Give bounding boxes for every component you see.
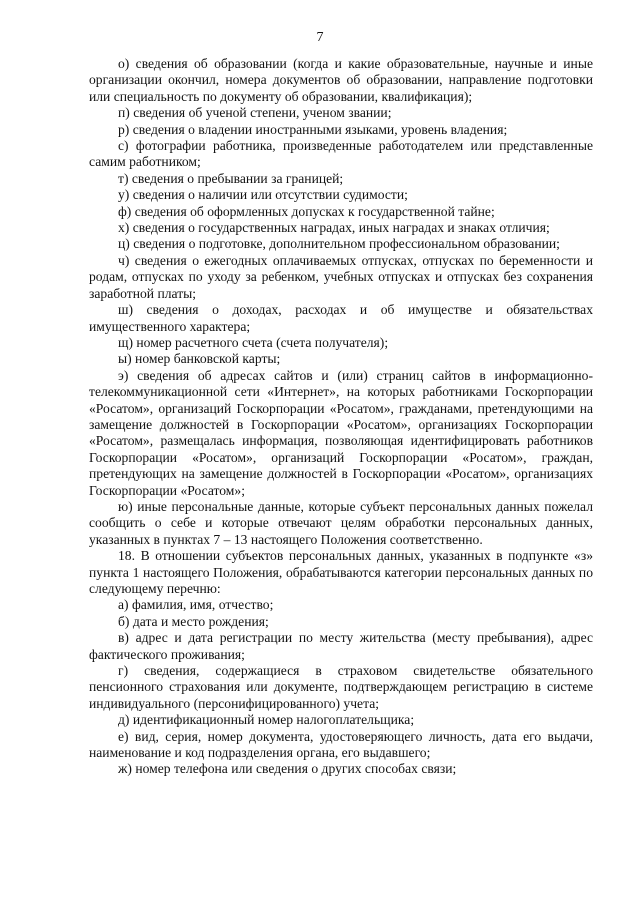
- paragraph-s-photos: с) фотографии работника, произведенные работодателем или представленные самим работником;: [89, 138, 593, 170]
- paragraph-b-birth: б) дата и место рождения;: [118, 613, 269, 629]
- paragraph-y-card: ы) номер банковской карты;: [118, 351, 281, 367]
- paragraph-shch-account: щ) номер расчетного счета (счета получателя);: [118, 334, 389, 350]
- paragraph-a-name: а) фамилия, имя, отчество;: [118, 597, 274, 613]
- paragraph-d-tax-id: д) идентификационный номер налогоплательщика;: [118, 712, 415, 728]
- paragraph-v-address: в) адрес и дата регистрации по месту жительства (месту пребывания), адрес фактического проживания;: [89, 630, 593, 662]
- paragraph-kh-awards: х) сведения о государственных наградах, иных наградах и знаках отличия;: [118, 220, 550, 236]
- paragraph-o-education: о) сведения об образовании (когда и какие образовательные, научные и иные организации окончил, номера документов об образовании, направление подготовки или специальность по документу об образовании, квалификация);: [89, 56, 593, 104]
- paragraph-u-criminal-record: у) сведения о наличии или отсутствии судимости;: [118, 187, 408, 203]
- page-number: 7: [316, 30, 324, 45]
- paragraph-t-abroad: т) сведения о пребывании за границей;: [118, 170, 344, 186]
- paragraph-ts-training: ц) сведения о подготовке, дополнительном профессиональном образовании;: [118, 236, 560, 252]
- paragraph-f-clearance: ф) сведения об оформленных допусках к государственной тайне;: [118, 203, 495, 219]
- paragraph-ch-vacations: ч) сведения о ежегодных оплачиваемых отпусках, отпусках по беременности и родам, отпусках по уходу за ребенком, учебных отпусках и отпусках без сохранения заработной платы;: [89, 252, 593, 301]
- paragraph-e-identity-doc: е) вид, серия, номер документа, удостоверяющего личность, дата его выдачи, наименование и код подразделения органа, его выдавшего;: [89, 728, 593, 761]
- paragraph-g-pension: г) сведения, содержащиеся в страховом свидетельстве обязательного пенсионного страхования или документе, подтверждающем регистрацию в системе индивидуального (персонифицированного) учета;: [89, 663, 593, 711]
- paragraph-yu-other-data: ю) иные персональные данные, которые субъект персональных данных пожелал сообщить о себе и которые отвечают целям обработки персональных данных, указанных в пунктах 7 – 13 настоящего Положения соответственно.: [89, 498, 593, 547]
- paragraph-r-languages: р) сведения о владении иностранными языками, уровень владения;: [118, 121, 508, 137]
- document-body: [89, 56, 593, 778]
- paragraph-zh-phone: ж) номер телефона или сведения о других способах связи;: [118, 761, 457, 777]
- paragraph-p-degree: п) сведения об ученой степени, ученом звании;: [118, 105, 392, 121]
- paragraph-18-intro: 18. В отношении субъектов персональных данных, указанных в подпункте «з» пункта 1 настоящего Положения, обрабатываются категории персональных данных по следующему перечню:: [89, 548, 593, 596]
- paragraph-e-websites: э) сведения об адресах сайтов и (или) страниц сайтов в информационно-телекоммуникационной сети «Интернет», на которых работниками Госкорпорации «Росатом», организаций Госкорпорации «Росатом», гражданами, претендующими на замещение должностей в Госкорпорации «Росатом», организациях Госкорпорации «Росатом», размещалась информация, позволяющая идентифицировать работников Госкорпорации «Росатом», организаций Госкорпорации «Росатом», граждан, претендующих на замещение должностей в Госкорпорации «Росатом», организациях Госкорпорации «Росатом»;: [89, 367, 593, 498]
- paragraph-sh-income: ш) сведения о доходах, расходах и об имуществе и обязательствах имущественного характера;: [89, 302, 593, 334]
